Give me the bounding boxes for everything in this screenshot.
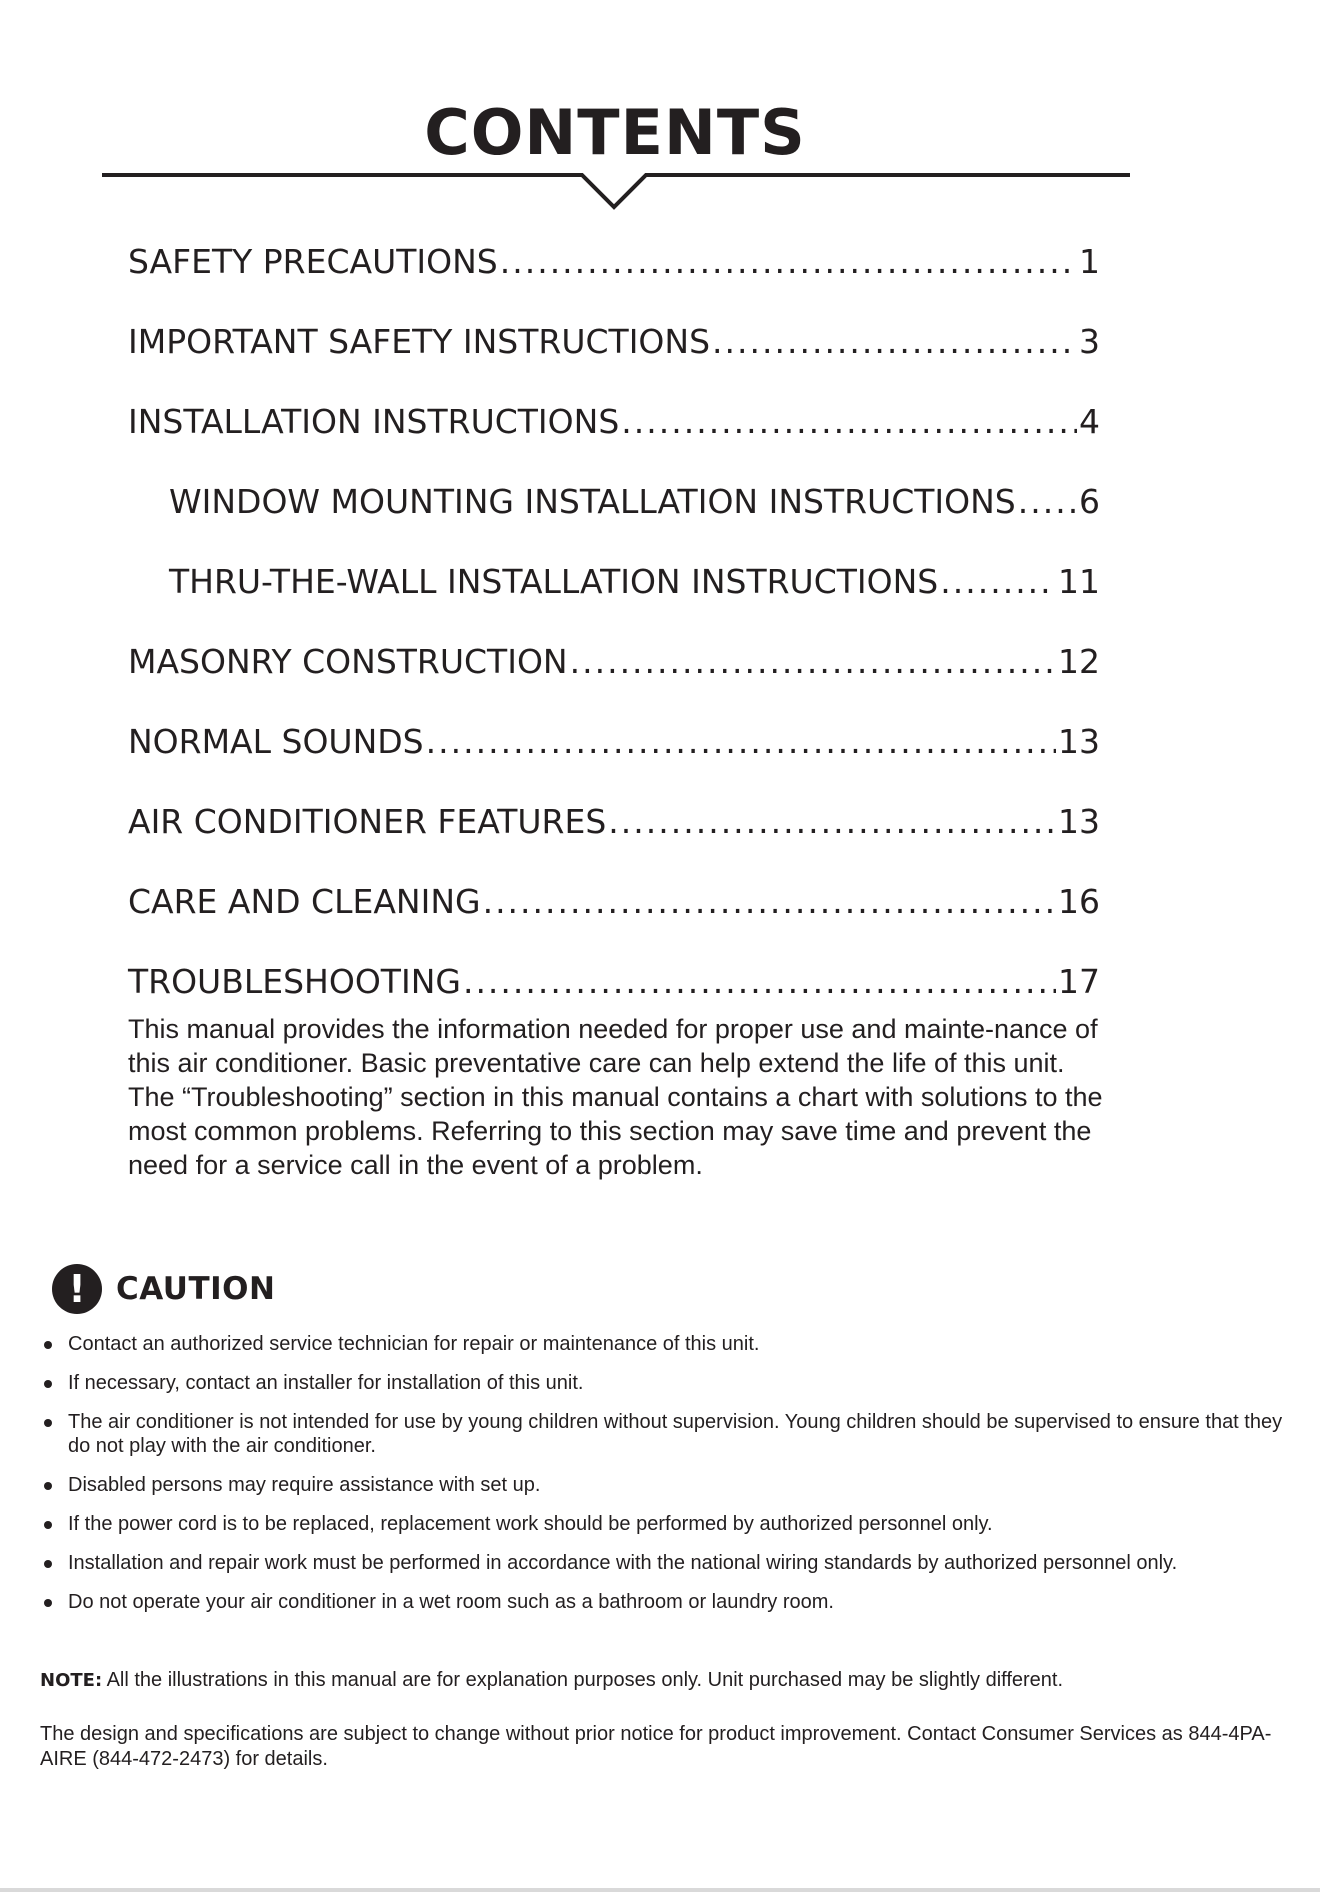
toc-leader-dots (608, 782, 1056, 862)
toc-entry-page: 4 (1079, 402, 1100, 441)
toc-leader-dots (483, 862, 1056, 942)
toc-leader-dots (940, 542, 1056, 622)
toc-entry-page: 11 (1058, 562, 1100, 601)
note (40, 1668, 1290, 1693)
toc-entry-page: 16 (1058, 882, 1100, 921)
table-of-contents (128, 222, 1100, 1022)
toc-entry-label: TROUBLESHOOTING (128, 962, 461, 1001)
toc-entry-label: WINDOW MOUNTING INSTALLATION INSTRUCTIONS (169, 482, 1016, 521)
bullet-icon (44, 1380, 52, 1388)
toc-leader-dots (712, 302, 1077, 382)
caution-item (40, 1473, 1290, 1497)
toc-entry (128, 942, 1100, 1022)
toc-entry-label: IMPORTANT SAFETY INSTRUCTIONS (128, 322, 711, 361)
toc-entry (128, 862, 1100, 942)
bullet-icon (44, 1521, 52, 1529)
toc-entry-label: AIR CONDITIONER FEATURES (128, 802, 607, 841)
bullet-icon (44, 1419, 52, 1427)
design-notice: The design and specifications are subject to change without prior notice for product improvement. Contact Consumer Services as 844-4PA-AIRE (844-472-2473) for details. (40, 1723, 1272, 1770)
toc-entry (128, 542, 1100, 622)
toc-entry-page: 12 (1058, 642, 1100, 681)
caution-item (40, 1590, 1290, 1614)
caution-item-text: Disabled persons may require assistance with set up. (68, 1474, 541, 1496)
toc-entry (128, 622, 1100, 702)
caution-heading (52, 1262, 275, 1316)
toc-entry (128, 382, 1100, 462)
caution-item (40, 1410, 1290, 1458)
toc-entry (128, 462, 1100, 542)
toc-entry-label: CARE AND CLEANING (128, 882, 481, 921)
toc-leader-dots (1018, 462, 1077, 542)
toc-leader-dots (570, 622, 1056, 702)
toc-entry-label: SAFETY PRECAUTIONS (128, 242, 498, 281)
toc-entry-page: 17 (1058, 962, 1100, 1001)
exclamation-circle-icon: ! (52, 1264, 102, 1314)
caution-item-text: Contact an authorized service technician for repair or maintenance of this unit. (68, 1333, 760, 1355)
note-label: NOTE: (40, 1670, 103, 1691)
toc-entry-page: 1 (1079, 242, 1100, 281)
toc-entry-page: 6 (1079, 482, 1100, 521)
caution-item-text: The air conditioner is not intended for use by young children without supervision. Young children should be supervised to ensure that they do not play with the air conditioner. (68, 1411, 1283, 1457)
toc-entry-page: 13 (1058, 722, 1100, 761)
caution-item-text: If necessary, contact an installer for installation of this unit. (68, 1372, 584, 1394)
toc-entry (128, 702, 1100, 782)
toc-leader-dots (500, 222, 1077, 302)
page-title: CONTENTS (424, 96, 806, 169)
toc-entry-label: INSTALLATION INSTRUCTIONS (128, 402, 620, 441)
toc-entry (128, 222, 1100, 302)
caution-item (40, 1371, 1290, 1395)
note-text: All the illustrations in this manual are for explanation purposes only. Unit purchased may be slightly different. (102, 1669, 1064, 1691)
caution-label: CAUTION (116, 1271, 276, 1307)
bullet-icon (44, 1341, 52, 1349)
toc-entry (128, 302, 1100, 382)
page-edge (0, 1888, 1320, 1892)
caution-item-text: If the power cord is to be replaced, replacement work should be performed by authorized personnel only. (68, 1513, 993, 1535)
title-divider (102, 165, 1130, 210)
bullet-icon (44, 1560, 52, 1568)
bullet-icon (44, 1482, 52, 1490)
toc-entry-page: 13 (1058, 802, 1100, 841)
caution-item (40, 1332, 1290, 1356)
caution-item-text: Installation and repair work must be performed in accordance with the national wiring standards by authorized personnel only. (68, 1552, 1178, 1574)
caution-item (40, 1512, 1290, 1536)
caution-item-text: Do not operate your air conditioner in a wet room such as a bathroom or laundry room. (68, 1591, 834, 1613)
intro-paragraph: This manual provides the information needed for proper use and mainte-nance of this air conditioner. Basic preventative care can help extend the life of this unit. The “Troubleshooting” section in this manual contains a chart with solutions to the most common problems. Referring to this section may save time and prevent the need for a service call in the event of a problem. (128, 1014, 1103, 1180)
toc-entry-label: NORMAL SOUNDS (128, 722, 424, 761)
caution-list (40, 1332, 1290, 1629)
toc-entry-label: MASONRY CONSTRUCTION (128, 642, 568, 681)
toc-entry-page: 3 (1079, 322, 1100, 361)
toc-leader-dots (621, 382, 1077, 462)
caution-item (40, 1551, 1290, 1575)
toc-entry-label: THRU-THE-WALL INSTALLATION INSTRUCTIONS (169, 562, 939, 601)
toc-leader-dots (463, 942, 1056, 1022)
toc-leader-dots (426, 702, 1056, 782)
bullet-icon (44, 1599, 52, 1607)
toc-entry (128, 782, 1100, 862)
